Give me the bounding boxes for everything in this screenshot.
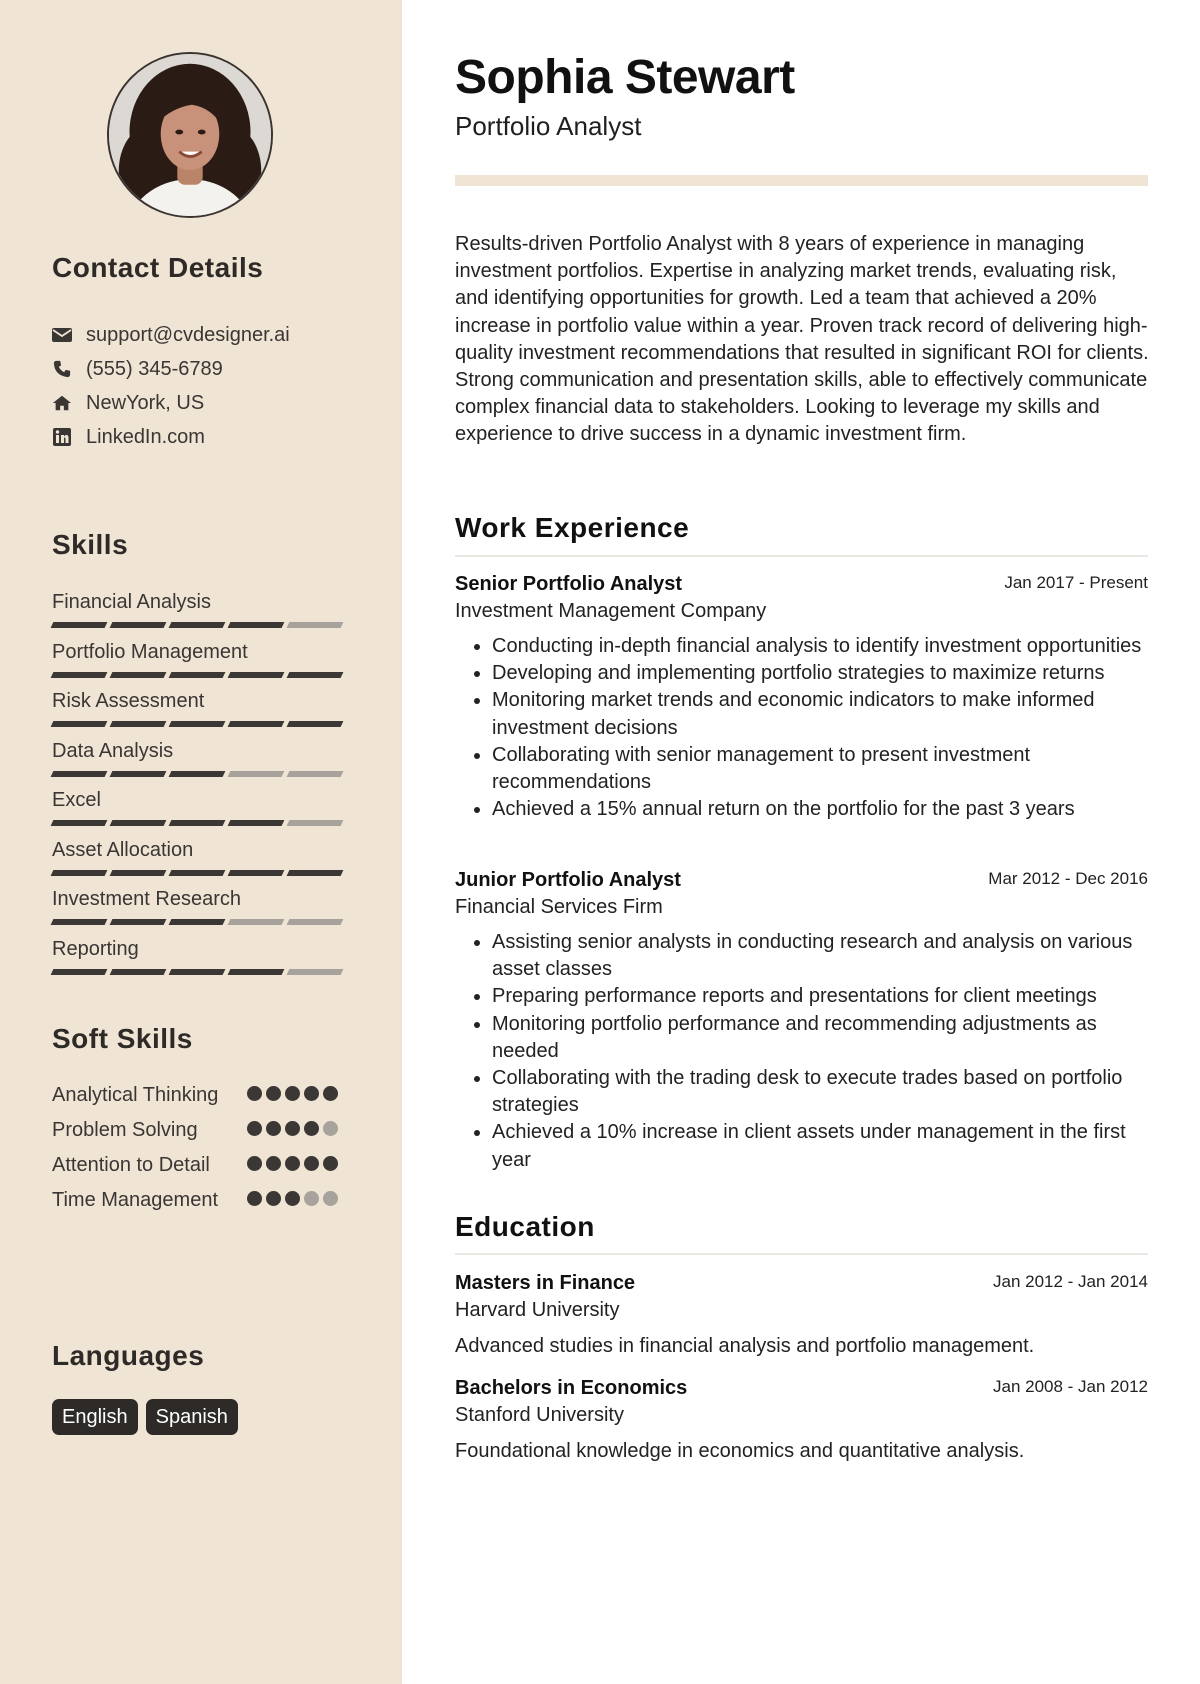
soft-skill-name: Time Management xyxy=(52,1189,218,1211)
skill-level-bar xyxy=(52,820,352,826)
work-entry xyxy=(455,867,1148,1174)
soft-skill-rating xyxy=(247,1086,347,1119)
skill-level-bar xyxy=(52,771,352,777)
skill-name: Data Analysis xyxy=(52,739,174,762)
skills-heading: Skills xyxy=(52,529,129,560)
job-bullet: • Collaborating with the trading desk to execute trades based on portfolio strategies xyxy=(492,1065,1148,1119)
soft-skill-item xyxy=(52,1117,352,1144)
language-badge: Spanish xyxy=(146,1399,238,1435)
work-entry xyxy=(455,571,1148,823)
skill-segment-filled xyxy=(51,622,108,628)
rating-dot-filled xyxy=(266,1191,281,1206)
skill-segment-empty xyxy=(287,622,344,628)
skill-segment-filled xyxy=(110,721,167,727)
section-divider xyxy=(455,1253,1148,1255)
profile-photo xyxy=(109,54,271,216)
skill-segment-filled xyxy=(51,672,108,678)
school-name: Stanford University xyxy=(455,1404,624,1426)
rating-dot-filled xyxy=(285,1086,300,1101)
skill-segment-filled xyxy=(110,919,167,925)
skill-segment-filled xyxy=(169,771,226,777)
rating-dot-filled xyxy=(304,1121,319,1136)
contact-list xyxy=(52,318,372,454)
skill-segment-filled xyxy=(51,870,108,876)
sidebar xyxy=(0,0,402,1684)
skill-name: Investment Research xyxy=(52,888,241,910)
contact-heading: Contact Details xyxy=(52,252,264,283)
degree-title: Masters in Finance xyxy=(455,1272,636,1294)
skill-segment-filled xyxy=(228,870,285,876)
home-icon xyxy=(52,393,86,413)
job-bullet: • Preparing performance reports and presentations for client meetings xyxy=(492,983,1148,1010)
company-name: Financial Services Firm xyxy=(455,896,663,918)
skill-segment-filled xyxy=(228,622,285,628)
skill-segment-filled xyxy=(110,969,167,975)
job-bullet: • Monitoring market trends and economic indicators to make informed investment decisions xyxy=(492,687,1148,741)
rating-dot-filled xyxy=(266,1086,281,1101)
education-heading: Education xyxy=(455,1211,595,1242)
skill-name: Asset Allocation xyxy=(52,838,194,861)
candidate-name: Sophia Stewart xyxy=(455,51,795,104)
profile-summary: Results-driven Portfolio Analyst with 8 years of experience in managing investment portfolios. Expertise in analyzing market trends, evaluating risk, and identifying opportunities for growth. Led a team that achieved a 20% increase in portfolio value within a year. Proven track record of delivering high-quality investment recommendations that resulted in significant ROI for clients. Strong communication and presentation skills, able to effectively communicate complex financial data to stakeholders. Looking to leverage my skills and experience to drive success in a dynamic investment firm. xyxy=(455,233,1149,446)
skill-segment-filled xyxy=(169,672,226,678)
skill-item xyxy=(52,786,352,836)
soft-skill-rating xyxy=(247,1121,347,1154)
soft-skill-item xyxy=(52,1152,352,1179)
rating-dot-filled xyxy=(304,1086,319,1101)
skill-segment-filled xyxy=(169,622,226,628)
job-bullet: • Collaborating with senior management to present investment recommendations xyxy=(492,742,1148,796)
main-content xyxy=(455,0,1150,1684)
job-bullets xyxy=(455,929,1148,1174)
skill-segment-filled xyxy=(228,820,285,826)
skill-segment-empty xyxy=(287,820,344,826)
skill-segment-filled xyxy=(51,771,108,777)
languages-list xyxy=(52,1399,238,1435)
soft-skill-rating xyxy=(247,1156,347,1189)
skill-segment-filled xyxy=(110,870,167,876)
school-name: Harvard University xyxy=(455,1299,620,1321)
language-badge: English xyxy=(52,1399,138,1435)
job-dates: Jan 2017 - Present xyxy=(1004,573,1148,592)
skill-name: Reporting xyxy=(52,937,139,960)
skill-level-bar xyxy=(52,870,352,876)
contact-email[interactable] xyxy=(52,318,372,352)
soft-skill-name: Attention to Detail xyxy=(52,1154,210,1176)
soft-skills-heading: Soft Skills xyxy=(52,1023,193,1054)
contact-location-text: NewYork, US xyxy=(86,391,205,414)
contact-email-text: support@cvdesigner.ai xyxy=(86,323,290,346)
job-bullets xyxy=(455,633,1148,823)
skill-segment-filled xyxy=(287,870,344,876)
skill-item xyxy=(52,737,352,787)
skill-level-bar xyxy=(52,721,352,727)
skill-segment-filled xyxy=(110,672,167,678)
education-description: Foundational knowledge in economics and quantitative analysis. xyxy=(455,1440,1025,1462)
rating-dot-filled xyxy=(247,1191,262,1206)
education-dates: Jan 2008 - Jan 2012 xyxy=(992,1377,1148,1396)
skill-segment-filled xyxy=(228,672,285,678)
rating-dot-filled xyxy=(266,1121,281,1136)
skill-segment-filled xyxy=(51,820,108,826)
job-bullet: • Achieved a 15% annual return on the portfolio for the past 3 years xyxy=(492,796,1148,823)
education-entry xyxy=(455,1270,1148,1360)
contact-linkedin-text: LinkedIn.com xyxy=(86,425,205,448)
skill-segment-empty xyxy=(287,771,344,777)
education-dates: Jan 2012 - Jan 2014 xyxy=(992,1272,1148,1291)
job-bullet: • Achieved a 10% increase in client assets under management in the first year xyxy=(492,1119,1148,1173)
skill-level-bar xyxy=(52,919,352,925)
soft-skill-name: Problem Solving xyxy=(52,1119,198,1141)
rating-dot-empty xyxy=(323,1191,338,1206)
rating-dot-empty xyxy=(323,1121,338,1136)
skill-item xyxy=(52,687,352,737)
languages-heading: Languages xyxy=(52,1340,205,1371)
skill-segment-filled xyxy=(51,969,108,975)
contact-phone[interactable] xyxy=(52,352,372,386)
contact-phone-text: (555) 345-6789 xyxy=(86,357,223,380)
degree-title: Bachelors in Economics xyxy=(455,1377,688,1399)
skill-item xyxy=(52,836,352,886)
candidate-title: Portfolio Analyst xyxy=(455,111,642,141)
skill-segment-filled xyxy=(169,969,226,975)
skill-level-bar xyxy=(52,672,352,678)
contact-linkedin[interactable] xyxy=(52,420,372,454)
skill-item xyxy=(52,638,352,688)
soft-skill-rating xyxy=(247,1191,347,1224)
contact-location xyxy=(52,386,372,420)
soft-skill-item xyxy=(52,1187,352,1214)
skill-segment-empty xyxy=(228,771,285,777)
rating-dot-filled xyxy=(266,1156,281,1171)
skill-segment-filled xyxy=(169,721,226,727)
skill-item xyxy=(52,588,352,638)
skill-segment-filled xyxy=(110,622,167,628)
skill-segment-filled xyxy=(287,672,344,678)
job-bullet: • Monitoring portfolio performance and recommending adjustments as needed xyxy=(492,1011,1148,1065)
skill-segment-filled xyxy=(110,820,167,826)
envelope-icon xyxy=(52,325,86,345)
rating-dot-filled xyxy=(247,1121,262,1136)
soft-skills-list xyxy=(52,1082,352,1222)
skills-list xyxy=(52,588,352,984)
avatar xyxy=(107,52,273,218)
skill-segment-filled xyxy=(169,820,226,826)
skill-segment-filled xyxy=(228,969,285,975)
skill-segment-filled xyxy=(228,721,285,727)
rating-dot-filled xyxy=(323,1156,338,1171)
skill-name: Financial Analysis xyxy=(52,591,211,613)
education-description: Advanced studies in financial analysis and portfolio management. xyxy=(455,1335,1035,1357)
job-bullet: • Assisting senior analysts in conducting research and analysis on various asset classes xyxy=(492,929,1148,983)
skill-item xyxy=(52,885,352,935)
rating-dot-filled xyxy=(247,1086,262,1101)
skill-segment-empty xyxy=(228,919,285,925)
rating-dot-filled xyxy=(323,1086,338,1101)
skill-segment-filled xyxy=(169,870,226,876)
skill-segment-filled xyxy=(287,721,344,727)
rating-dot-filled xyxy=(285,1121,300,1136)
job-bullet: • Conducting in-depth financial analysis to identify investment opportunities xyxy=(492,633,1148,660)
skill-name: Portfolio Management xyxy=(52,640,248,663)
skill-segment-filled xyxy=(51,919,108,925)
job-title: Senior Portfolio Analyst xyxy=(455,573,683,595)
skill-segment-filled xyxy=(169,919,226,925)
job-title: Junior Portfolio Analyst xyxy=(455,869,681,891)
soft-skill-name: Analytical Thinking xyxy=(52,1084,219,1106)
rating-dot-empty xyxy=(304,1191,319,1206)
linkedin-icon xyxy=(52,427,86,447)
skill-segment-empty xyxy=(287,969,344,975)
phone-icon xyxy=(52,359,86,379)
rating-dot-filled xyxy=(304,1156,319,1171)
rating-dot-filled xyxy=(285,1156,300,1171)
section-divider xyxy=(455,555,1148,557)
skill-level-bar xyxy=(52,622,352,628)
skill-segment-filled xyxy=(51,721,108,727)
company-name: Investment Management Company xyxy=(455,600,767,622)
skill-segment-empty xyxy=(287,919,344,925)
job-dates: Mar 2012 - Dec 2016 xyxy=(988,869,1148,888)
skill-level-bar xyxy=(52,969,352,975)
skill-name: Excel xyxy=(52,789,101,811)
header-divider xyxy=(455,175,1148,186)
soft-skill-item xyxy=(52,1082,352,1109)
rating-dot-filled xyxy=(247,1156,262,1171)
skill-name: Risk Assessment xyxy=(52,690,205,712)
skill-segment-filled xyxy=(110,771,167,777)
rating-dot-filled xyxy=(285,1191,300,1206)
education-entry xyxy=(455,1375,1148,1465)
work-experience-heading: Work Experience xyxy=(455,512,690,543)
skill-item xyxy=(52,935,352,985)
job-bullet: • Developing and implementing portfolio strategies to maximize returns xyxy=(492,660,1148,687)
